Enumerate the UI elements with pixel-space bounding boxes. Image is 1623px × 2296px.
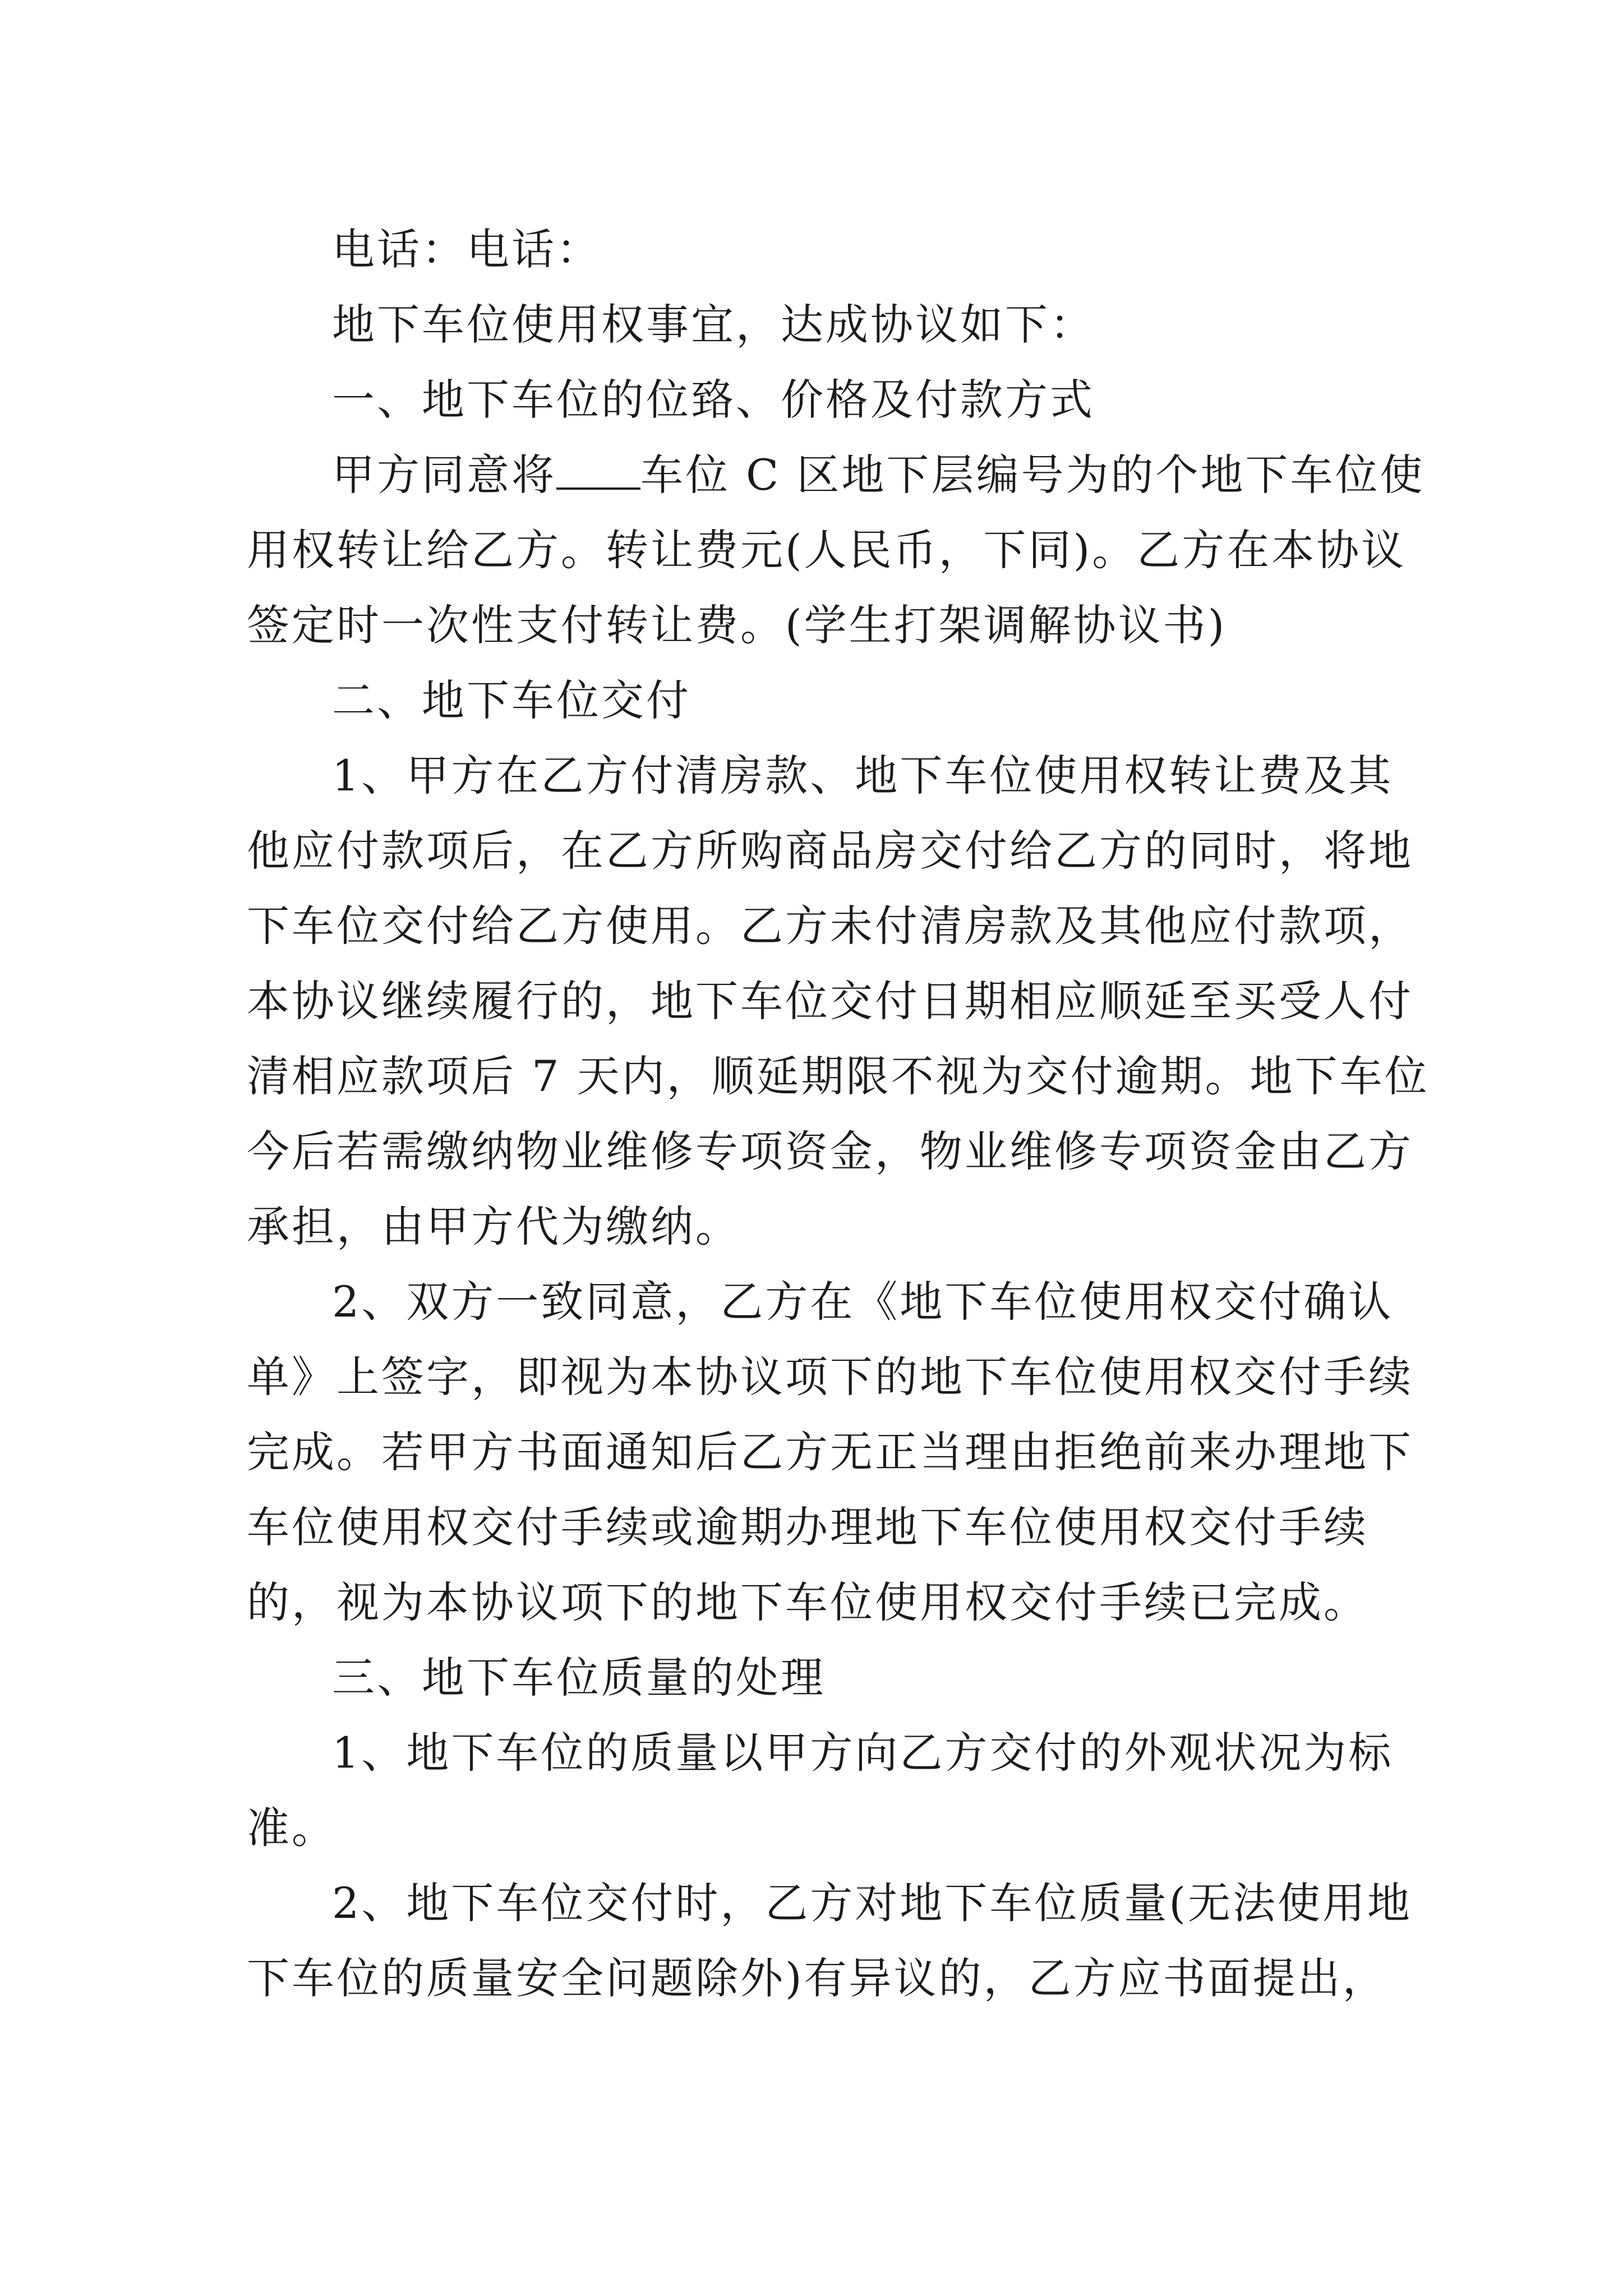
paragraph-line: 用权转让给乙方。转让费元(人民币，下同)。乙方在本协议 xyxy=(247,525,1407,575)
paragraph-line: 准。 xyxy=(247,1803,336,1853)
paragraph-line: 他应付款项后，在乙方所购商品房交付给乙方的同时，将地 xyxy=(247,826,1413,876)
paragraph-line: 2、地下车位交付时，乙方对地下车位质量(无法使用地 xyxy=(332,1878,1413,1928)
paragraph-line: 完成。若甲方书面通知后乙方无正当理由拒绝前来办理地下 xyxy=(247,1427,1413,1477)
paragraph-line: 1、地下车位的质量以甲方向乙方交付的外观状况为标 xyxy=(332,1728,1394,1778)
paragraph-line xyxy=(247,438,1425,513)
section-heading-2: 二、地下车位交付 xyxy=(332,675,691,725)
paragraph-line: 清相应款项后 7 天内，顺延期限不视为交付逾期。地下车位 xyxy=(247,1051,1430,1101)
fill-in-blank xyxy=(556,448,640,490)
paragraph-fragment: 车位 C 区地下层编号为的个地下车位使 xyxy=(640,450,1425,500)
paragraph-line: 本协议继续履行的，地下车位交付日期相应顺延至买受人付 xyxy=(247,976,1413,1026)
paragraph-line: 2、双方一致同意，乙方在《地下车位使用权交付确认 xyxy=(332,1277,1394,1327)
section-heading-3: 三、地下车位质量的处理 xyxy=(332,1653,826,1703)
paragraph-line: 签定时一次性支付转让费。(学生打架调解协议书) xyxy=(247,600,1227,650)
phone-line: 电话：电话： xyxy=(332,224,601,274)
paragraph-line: 1、甲方在乙方付清房款、地下车位使用权转让费及其 xyxy=(332,751,1394,800)
paragraph-line: 单》上签字，即视为本协议项下的地下车位使用权交付手续 xyxy=(247,1352,1413,1402)
paragraph-line: 今后若需缴纳物业维修专项资金，物业维修专项资金由乙方 xyxy=(247,1126,1413,1176)
paragraph-fragment: 甲方同意将 xyxy=(332,450,556,500)
paragraph-line: 承担，由甲方代为缴纳。 xyxy=(247,1202,740,1251)
paragraph-line: 下车位交付给乙方使用。乙方未付清房款及其他应付款项， xyxy=(247,901,1413,951)
paragraph-line: 的，视为本协议项下的地下车位使用权交付手续已完成。 xyxy=(247,1577,1368,1627)
section-heading-1: 一、地下车位的位臵、价格及付款方式 xyxy=(332,375,1095,425)
paragraph-line: 下车位的质量安全问题除外)有异议的，乙方应书面提出， xyxy=(247,1953,1387,2003)
paragraph-line: 车位使用权交付手续或逾期办理地下车位使用权交付手续 xyxy=(247,1502,1368,1552)
agreement-intro: 地下车位使用权事宜，达成协议如下： xyxy=(332,300,1095,349)
document-body xyxy=(247,212,1430,2016)
